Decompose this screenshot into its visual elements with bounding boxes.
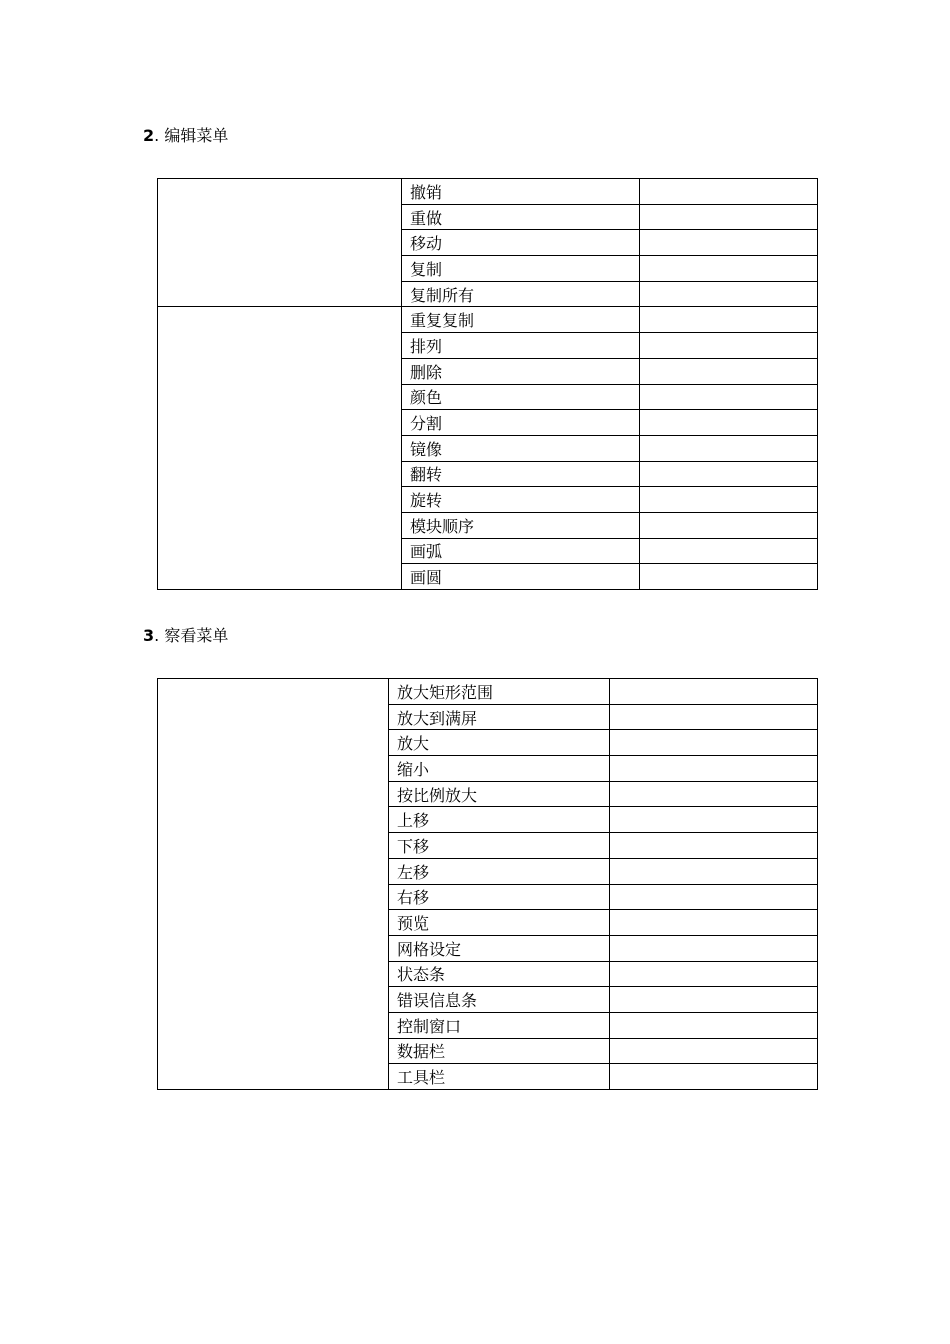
menu-item-cell: 复制所有 [402, 281, 640, 307]
edit-menu-table [157, 178, 818, 590]
view-menu-table [157, 678, 818, 1090]
description-cell [610, 987, 818, 1013]
menu-item-cell: 重复复制 [402, 307, 640, 333]
menu-item-cell: 预览 [389, 910, 610, 936]
description-cell [640, 307, 818, 333]
menu-item-cell: 撤销 [402, 179, 640, 205]
menu-item-cell: 左移 [389, 858, 610, 884]
description-cell [610, 1064, 818, 1090]
menu-item-cell: 重做 [402, 204, 640, 230]
menu-item-cell: 控制窗口 [389, 1012, 610, 1038]
description-cell [640, 230, 818, 256]
group-cell [158, 679, 389, 1090]
menu-item-cell: 颜色 [402, 384, 640, 410]
menu-item-cell: 分割 [402, 410, 640, 436]
section-heading-view [143, 626, 228, 646]
menu-item-cell: 按比例放大 [389, 781, 610, 807]
menu-item-cell: 画弧 [402, 538, 640, 564]
description-cell [640, 358, 818, 384]
section-separator: . [154, 626, 160, 645]
description-cell [640, 410, 818, 436]
menu-item-cell: 放大矩形范围 [389, 679, 610, 705]
description-cell [610, 704, 818, 730]
menu-item-cell: 放大到满屏 [389, 704, 610, 730]
description-cell [610, 961, 818, 987]
menu-item-cell: 下移 [389, 833, 610, 859]
section-number: 2 [143, 126, 155, 145]
section-separator: . [154, 126, 160, 145]
description-cell [640, 256, 818, 282]
menu-item-cell: 移动 [402, 230, 640, 256]
menu-item-cell: 状态条 [389, 961, 610, 987]
description-cell [610, 910, 818, 936]
menu-item-cell: 排列 [402, 333, 640, 359]
description-cell [640, 435, 818, 461]
menu-item-cell: 删除 [402, 358, 640, 384]
menu-item-cell: 模块顺序 [402, 512, 640, 538]
menu-item-cell: 复制 [402, 256, 640, 282]
description-cell [640, 384, 818, 410]
description-cell [640, 333, 818, 359]
menu-item-cell: 错误信息条 [389, 987, 610, 1013]
description-cell [610, 781, 818, 807]
menu-item-cell: 网格设定 [389, 935, 610, 961]
description-cell [610, 935, 818, 961]
description-cell [640, 487, 818, 513]
description-cell [610, 679, 818, 705]
description-cell [610, 1012, 818, 1038]
description-cell [640, 564, 818, 590]
description-cell [640, 179, 818, 205]
description-cell [640, 461, 818, 487]
table-row [158, 679, 818, 705]
description-cell [610, 858, 818, 884]
section-heading-edit [143, 126, 228, 146]
section-title: 察看菜单 [164, 626, 229, 645]
description-cell [640, 281, 818, 307]
menu-item-cell: 镜像 [402, 435, 640, 461]
description-cell [610, 1038, 818, 1064]
menu-item-cell: 翻转 [402, 461, 640, 487]
description-cell [610, 730, 818, 756]
description-cell [640, 538, 818, 564]
description-cell [610, 884, 818, 910]
group-cell [158, 307, 402, 590]
menu-item-cell: 数据栏 [389, 1038, 610, 1064]
table-row [158, 307, 818, 333]
menu-item-cell: 工具栏 [389, 1064, 610, 1090]
menu-item-cell: 右移 [389, 884, 610, 910]
group-cell [158, 179, 402, 307]
section-title: 编辑菜单 [164, 126, 229, 145]
description-cell [640, 204, 818, 230]
menu-item-cell: 旋转 [402, 487, 640, 513]
description-cell [610, 756, 818, 782]
menu-item-cell: 缩小 [389, 756, 610, 782]
section-number: 3 [143, 626, 155, 645]
description-cell [640, 512, 818, 538]
description-cell [610, 807, 818, 833]
description-cell [610, 833, 818, 859]
menu-item-cell: 上移 [389, 807, 610, 833]
menu-item-cell: 画圆 [402, 564, 640, 590]
table-row [158, 179, 818, 205]
menu-item-cell: 放大 [389, 730, 610, 756]
